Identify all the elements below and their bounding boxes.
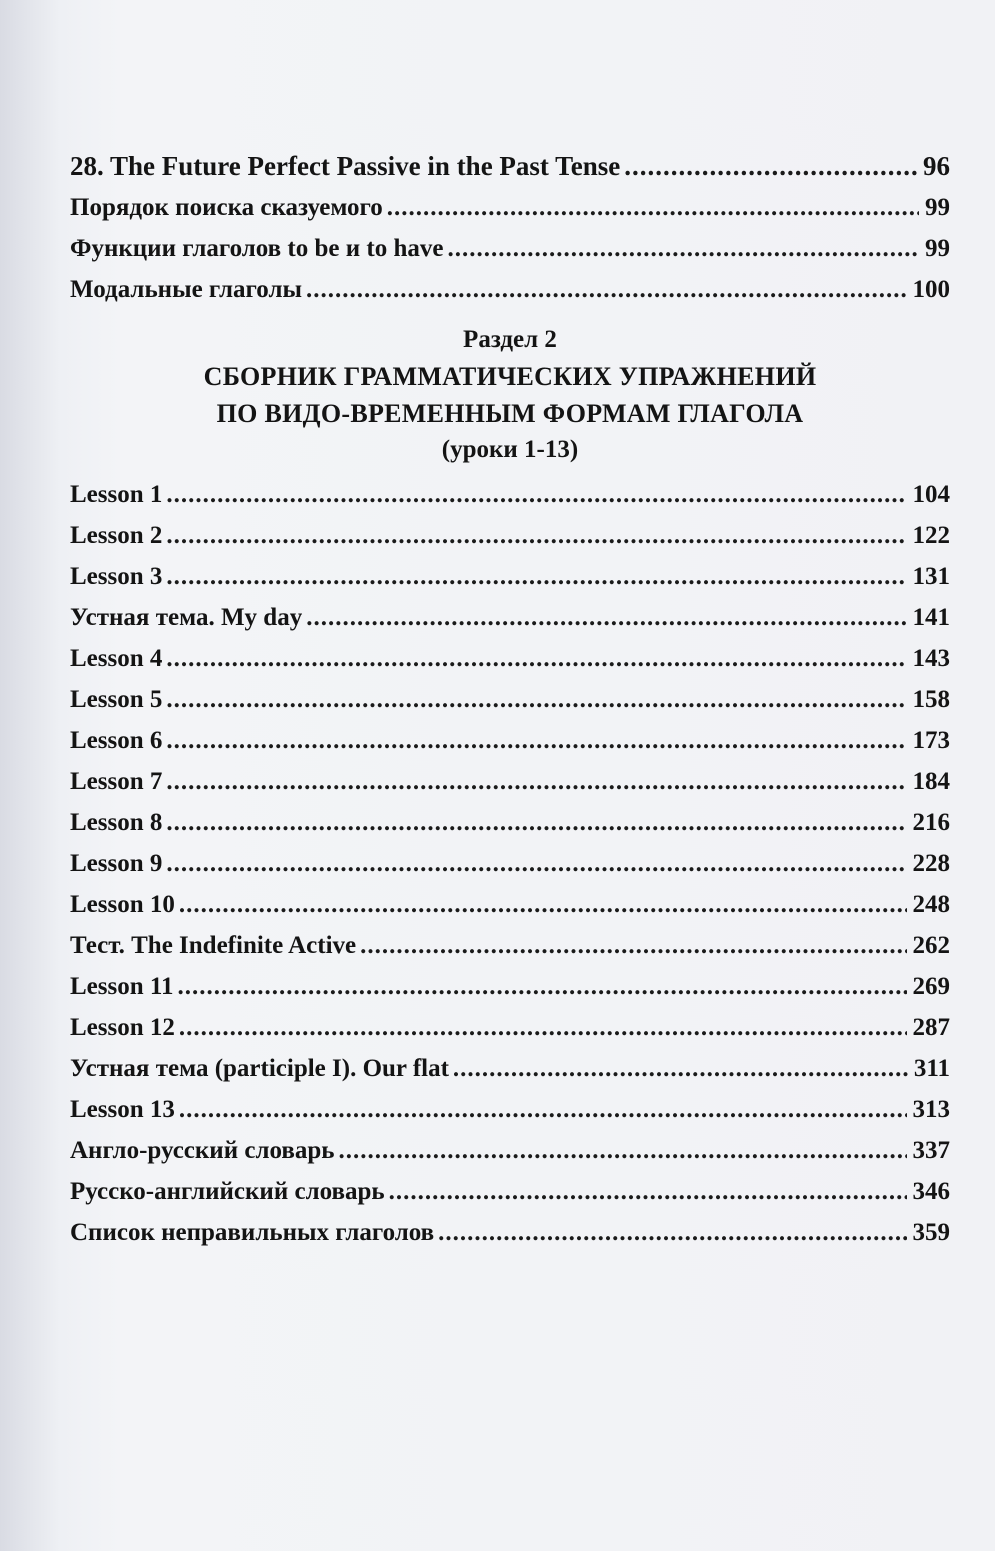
toc-entry-page: 141 (912, 604, 950, 631)
toc-entry-title: Русско-английский словарь (70, 1178, 385, 1205)
toc-entry-page: 269 (912, 973, 950, 1000)
toc-entry-page: 99 (925, 235, 950, 262)
toc-entry-title: Порядок поиска сказуемого (70, 194, 383, 221)
section-title-line-2: ПО ВИДО-ВРЕМЕННЫМ ФОРМАМ ГЛАГОЛА (216, 399, 804, 428)
dot-leader (166, 802, 906, 843)
section-subtitle: (уроки 1-13) (441, 436, 579, 463)
toc-entry (70, 1171, 950, 1212)
toc-entry-title: Англо-русский словарь (70, 1137, 335, 1164)
toc-entry-page: 184 (912, 768, 950, 795)
toc-entry-page: 143 (912, 645, 950, 672)
toc-entry-title: Модальные глаголы (70, 276, 302, 303)
toc-entry-title: Lesson 1 (70, 481, 163, 508)
toc-entry (70, 474, 950, 515)
toc-entry (70, 1212, 950, 1253)
toc-entry (70, 925, 950, 966)
toc-entry-title: Lesson 4 (70, 645, 163, 672)
dot-leader (389, 1171, 907, 1212)
dot-leader (166, 761, 906, 802)
dot-leader (166, 556, 906, 597)
toc-entry (70, 187, 950, 228)
toc-entry (70, 1007, 950, 1048)
toc-entry-page: 104 (912, 481, 950, 508)
toc-entry-title: Lesson 8 (70, 809, 163, 836)
toc-entry-page: 337 (912, 1137, 950, 1164)
dot-leader (624, 146, 917, 187)
dot-leader (179, 1089, 907, 1130)
dot-leader (178, 966, 907, 1007)
toc-entry-title: Lesson 9 (70, 850, 163, 877)
table-of-contents (70, 146, 950, 1253)
toc-entry-title: Lesson 11 (70, 973, 174, 1000)
toc-entry-page: 228 (912, 850, 950, 877)
toc-entry-page: 131 (912, 563, 950, 590)
toc-top-list (70, 146, 950, 310)
toc-entry (70, 556, 950, 597)
toc-entry-title: 28. The Future Perfect Passive in the Past Tense (70, 151, 621, 181)
toc-entry (70, 966, 950, 1007)
toc-entry (70, 720, 950, 761)
toc-entry-page: 100 (912, 276, 950, 303)
toc-entry-title: Lesson 6 (70, 727, 163, 754)
toc-entry-title: Lesson 13 (70, 1096, 175, 1123)
toc-entry (70, 802, 950, 843)
dot-leader (166, 515, 906, 556)
dot-leader (438, 1212, 906, 1253)
toc-entry (70, 515, 950, 556)
dot-leader (306, 269, 907, 310)
toc-entry-page: 158 (912, 686, 950, 713)
toc-entry-page: 99 (925, 194, 950, 221)
toc-entry-page: 313 (912, 1096, 950, 1123)
section-heading (70, 310, 950, 474)
toc-entry-title: Устная тема. My day (70, 604, 303, 631)
toc-entry (70, 761, 950, 802)
toc-entry-page: 122 (912, 522, 950, 549)
toc-entry-page: 96 (923, 151, 950, 181)
toc-entry (70, 679, 950, 720)
toc-entry-title: Устная тема (participle I). Our flat (70, 1055, 449, 1082)
toc-entry (70, 843, 950, 884)
toc-entry-title: Lesson 12 (70, 1014, 175, 1041)
toc-entry-page: 311 (913, 1055, 950, 1082)
dot-leader (306, 597, 906, 638)
dot-leader (453, 1048, 908, 1089)
toc-entry (70, 146, 950, 187)
toc-entry-page: 262 (912, 932, 950, 959)
toc-entry-title: Lesson 3 (70, 563, 163, 590)
toc-entry (70, 1089, 950, 1130)
dot-leader (360, 925, 906, 966)
dot-leader (166, 843, 906, 884)
toc-entry-title: Функции глаголов to be и to have (70, 235, 444, 262)
toc-entry-page: 216 (912, 809, 950, 836)
toc-entry-page: 346 (912, 1178, 950, 1205)
toc-entry-title: Lesson 10 (70, 891, 175, 918)
toc-entry (70, 1048, 950, 1089)
dot-leader (179, 1007, 907, 1048)
dot-leader (387, 187, 919, 228)
toc-entry (70, 597, 950, 638)
toc-entry-title: Lesson 2 (70, 522, 163, 549)
toc-entry-page: 359 (912, 1219, 950, 1246)
toc-entry-page: 287 (912, 1014, 950, 1041)
dot-leader (179, 884, 907, 925)
toc-entry (70, 228, 950, 269)
toc-entry-title: Список неправильных глаголов (70, 1219, 435, 1246)
toc-entry-title: Тест. The Indefinite Active (70, 932, 357, 959)
toc-entry-page: 173 (912, 727, 950, 754)
toc-entry-page: 248 (912, 891, 950, 918)
dot-leader (447, 228, 919, 269)
toc-entry (70, 269, 950, 310)
dot-leader (166, 679, 906, 720)
toc-entry (70, 1130, 950, 1171)
toc-entry (70, 638, 950, 679)
section-title-line-1: СБОРНИК ГРАММАТИЧЕСКИХ УПРАЖНЕНИЙ (203, 362, 817, 391)
section-number: Раздел 2 (463, 326, 557, 353)
toc-entry-title: Lesson 5 (70, 686, 163, 713)
dot-leader (166, 474, 906, 515)
dot-leader (338, 1130, 906, 1171)
toc-main-list (70, 474, 950, 1253)
dot-leader (166, 720, 906, 761)
dot-leader (166, 638, 906, 679)
toc-entry-title: Lesson 7 (70, 768, 163, 795)
toc-entry (70, 884, 950, 925)
